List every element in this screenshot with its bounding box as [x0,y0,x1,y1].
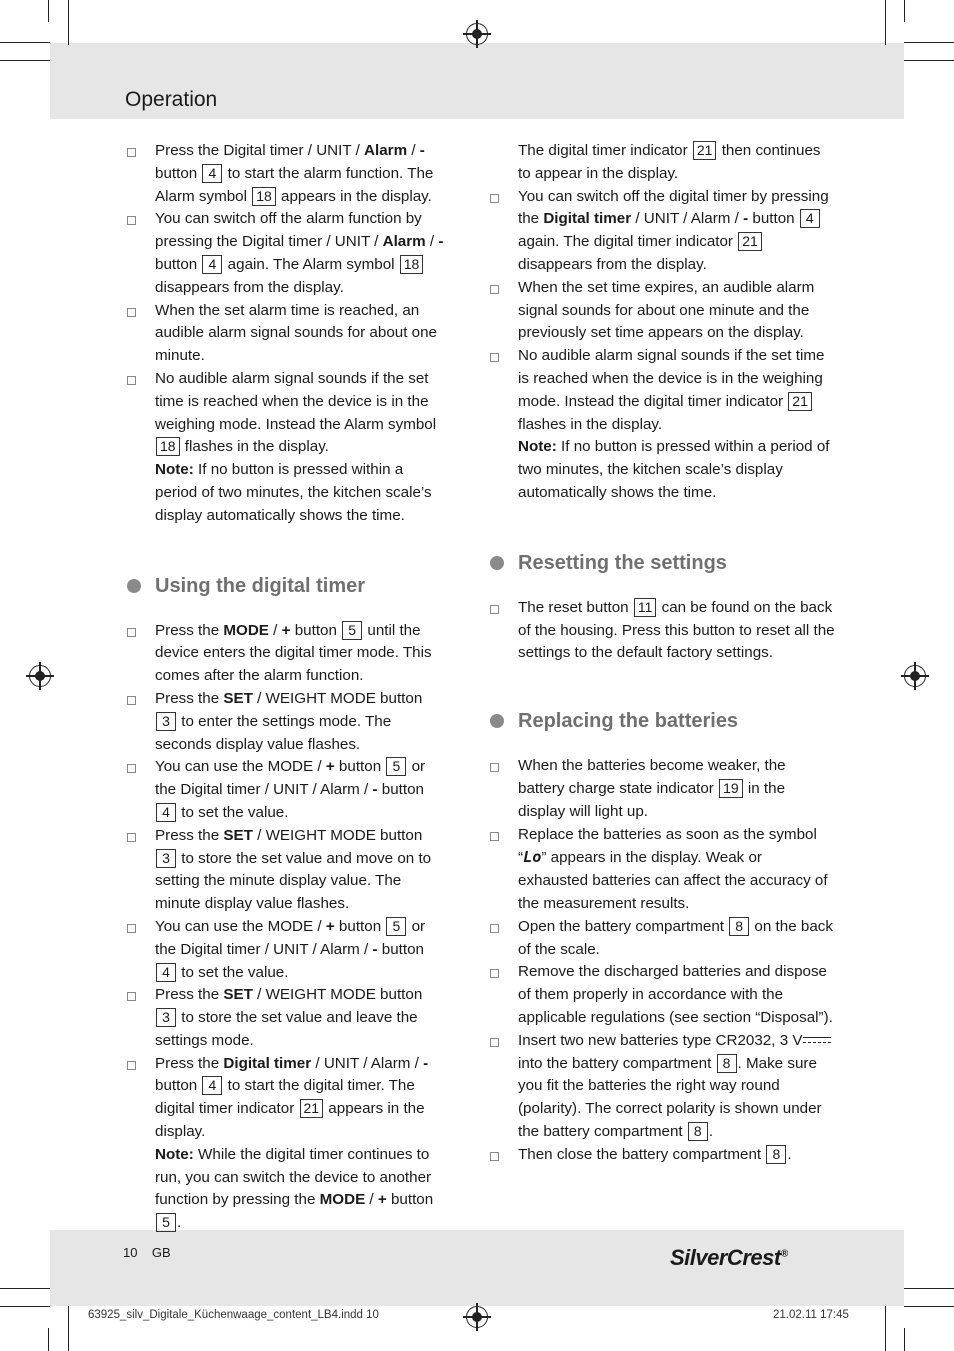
ref-box: 3 [156,1008,176,1027]
list-item: Press the Digital timer / UNIT / Alarm / - button 4 to start the digital timer. The digital timer indicator 21 appears in the display. [127,1053,447,1144]
registration-mark-icon [466,23,488,45]
list-item: Insert two new batteries type CR2032, 3 V into the battery compartment 8 . Make sure you fit the batteries the right way round (polarity). The correct polarity is shown under the battery compartment 8 . [490,1030,835,1144]
dc-symbol-icon [803,1036,831,1046]
file-info: 63925_silv_Digitale_Küchenwaage_content_LB4.indd 10 [88,1309,379,1321]
ref-box: 18 [400,255,424,274]
registration-mark-icon [29,665,51,687]
ref-box: 8 [717,1054,737,1073]
ref-box: 4 [800,209,820,228]
crop-mark [904,1328,905,1351]
low-battery-symbol: Lo [523,848,542,867]
ref-box: 18 [156,437,180,456]
ref-box: 21 [788,392,812,411]
list-item: Replace the batteries as soon as the symbol “Lo” appears in the display. Weak or exhausted batteries can affect the accuracy of the measurement results. [490,824,835,916]
ref-box: 4 [202,255,222,274]
crop-mark [904,0,905,22]
page-number: 10 GB [123,1245,171,1260]
crop-mark [0,1306,50,1307]
crop-mark [0,42,50,43]
section-heading-batteries: Replacing the batteries [490,708,835,734]
ref-box: 5 [386,757,406,776]
left-column [127,140,447,1235]
crop-mark [904,1288,954,1289]
crop-mark [885,0,886,45]
note: Note: While the digital timer continues to run, you can switch the device to another function by pressing the MODE / + button 5 . [155,1145,434,1232]
list-item: Press the SET / WEIGHT MODE button 3 to store the set value and move on to setting the minute display value. The minute display value flashes. [127,825,447,916]
list-item: Open the battery compartment 8 on the back of the scale. [490,916,835,962]
crop-mark [48,0,49,22]
list-item: When the set alarm time is reached, an audible alarm signal sounds for about one minute. [127,300,447,368]
crop-mark [68,1306,69,1351]
list-item: The reset button 11 can be found on the back of the housing. Press this button to reset all the settings to the default factory settings. [490,597,835,665]
crop-mark [904,60,954,61]
ref-box: 21 [738,232,762,251]
ref-box: 8 [766,1145,786,1164]
list-item: Remove the discharged batteries and dispose of them properly in accordance with the applicable regulations (see section “Disposal”). [490,961,835,1029]
continued-text: The digital timer indicator 21 then continues to appear in the display. [518,142,821,182]
ref-box: 8 [729,917,749,936]
list-item: You can switch off the digital timer by pressing the Digital timer / UNIT / Alarm / - button 4 again. The digital timer indicator 21 disappears from the display. [490,186,835,277]
ref-box: 5 [386,917,406,936]
crop-mark [904,42,954,43]
ref-box: 4 [202,164,222,183]
crop-mark [885,1306,886,1351]
list-item: Then close the battery compartment 8 . [490,1144,835,1167]
print-date: 21.02.11 17:45 [773,1309,849,1321]
list-item: Press the MODE / + button 5 until the device enters the digital timer mode. This comes after the alarm function. [127,620,447,688]
ref-box: 11 [634,598,657,617]
list-item: When the set time expires, an audible alarm signal sounds for about one minute and the previously set time appears on the display. [490,277,835,345]
right-column [490,140,835,1166]
crop-mark [68,0,69,45]
list-item: No audible alarm signal sounds if the set time is reached when the device is in the weighing mode. Instead the digital timer indicator 21 flashes in the display. [490,345,835,436]
section-heading-digital-timer: Using the digital timer [127,573,447,599]
registration-mark-icon [466,1306,488,1328]
ref-box: 3 [156,712,176,731]
list-item: You can use the MODE / + button 5 or the Digital timer / UNIT / Alarm / - button 4 to set the value. [127,756,447,824]
brand-logo: SilverCrest® [670,1245,788,1270]
list-item: You can switch off the alarm function by pressing the Digital timer / UNIT / Alarm / - button 4 again. The Alarm symbol 18 disappears from the display. [127,208,447,299]
ref-box: 8 [688,1122,708,1141]
page-title: Operation [125,88,218,111]
crop-mark [48,1328,49,1351]
crop-mark [904,1306,954,1307]
ref-box: 4 [202,1076,222,1095]
ref-box: 5 [342,621,362,640]
ref-box: 18 [252,187,276,206]
registration-mark-icon [904,665,926,687]
ref-box: 5 [156,1213,176,1232]
list-item: No audible alarm signal sounds if the set time is reached when the device is in the weighing mode. Instead the Alarm symbol 18 flashes in the display. [127,368,447,459]
list-item: Press the Digital timer / UNIT / Alarm / - button 4 to start the alarm function. The Alarm symbol 18 appears in the display. [127,140,447,208]
list-item: Press the SET / WEIGHT MODE button 3 to store the set value and leave the settings mode. [127,984,447,1052]
ref-box: 21 [693,141,717,160]
crop-mark [0,60,50,61]
ref-box: 3 [156,849,176,868]
list-item: You can use the MODE / + button 5 or the Digital timer / UNIT / Alarm / - button 4 to set the value. [127,916,447,984]
ref-box: 4 [156,963,176,982]
ref-box: 4 [156,803,176,822]
note: Note: If no button is pressed within a period of two minutes, the kitchen scale’s display automatically shows the time. [155,461,432,524]
ref-box: 21 [300,1099,324,1118]
list-item: When the batteries become weaker, the battery charge state indicator 19 in the display will light up. [490,755,835,823]
note: Note: If no button is pressed within a period of two minutes, the kitchen scale’s display automatically shows the time. [518,438,830,501]
section-heading-reset: Resetting the settings [490,550,835,576]
ref-box: 19 [719,779,743,798]
list-item: Press the SET / WEIGHT MODE button 3 to enter the settings mode. The seconds display value flashes. [127,688,447,756]
crop-mark [0,1288,50,1289]
